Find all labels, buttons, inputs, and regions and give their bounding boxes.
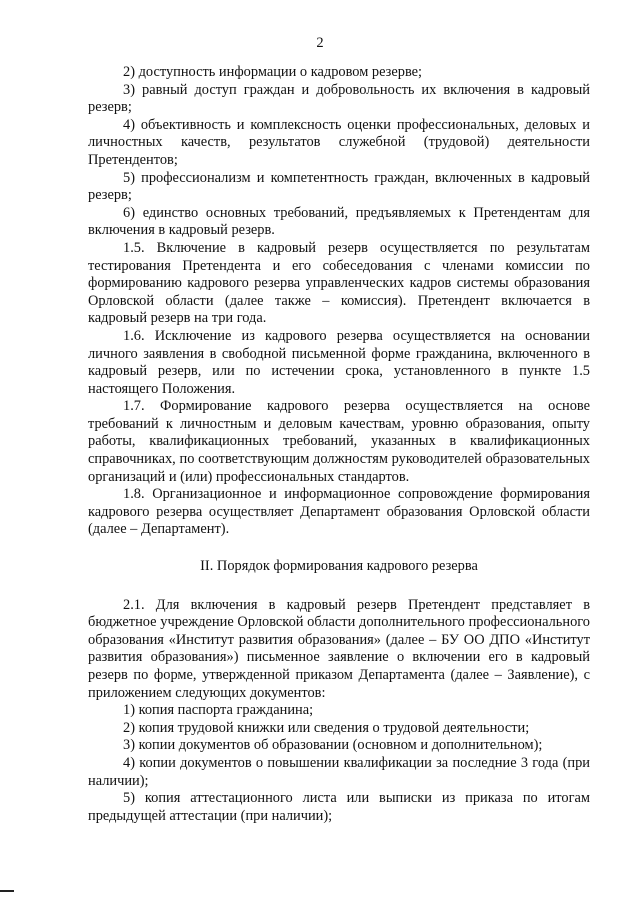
clause-1-8: 1.8. Организационное и информационное сопровождение формирования кадрового резерва осуществляет Департамент образования Орловской области (далее – Департамент). — [88, 486, 590, 538]
list-item-accessibility: 2) доступность информации о кадровом резерве; — [123, 64, 423, 80]
document-list-item-passport: 1) копия паспорта гражданина; — [123, 702, 314, 719]
document-list-item-employment-record: 2) копия трудовой книжки или сведения о трудовой деятельности; — [123, 719, 530, 736]
list-item-professionalism: 5) профессионализм и компетентность граждан, включенных в кадровый резерв; — [88, 169, 590, 204]
document-list-item-attestation: 5) копия аттестационного листа или выписки из приказа по итогам предыдущей аттестации (при наличии); — [88, 790, 590, 824]
scan-edge-mark — [0, 890, 14, 892]
clause-2-1: 2.1. Для включения в кадровый резерв Претендент представляет в бюджетное учреждение Орловской области дополнительного профессионального образования «Институт развития образования» (далее – БУ ОО ДПО «Институт развития образования») письменное заявление о включении его в кадровый резерв по форме, утвержденной приказом Департамента (далее – Заявление), с приложением следующих документов: — [88, 596, 590, 701]
clause-1-5: 1.5. Включение в кадровый резерв осуществляется по результатам тестирования Претендента и его собеседования с членами комиссии по формированию кадрового резерва управленческих кадров системы образования Орловской области (далее также – комиссия). Претендент включается в кадровый резерв на три года. — [88, 239, 590, 327]
list-item-equal-access: 3) равный доступ граждан и добровольность их включения в кадровый резерв; — [88, 81, 590, 116]
page-number: 2 — [316, 35, 324, 51]
section-heading: II. Порядок формирования кадрового резерва — [200, 558, 478, 575]
document-list-item-education: 3) копии документов об образовании (основном и дополнительном); — [123, 737, 543, 754]
document-list-item-qualification: 4) копии документов о повышении квалификации за последние 3 года (при наличии); — [88, 754, 590, 789]
document-body — [88, 64, 590, 825]
clause-1-6: 1.6. Исключение из кадрового резерва осуществляется на основании личного заявления в свободной письменной форме гражданина, включенного в кадровый резерв, или по истечении срока, установленного в пункте 1.5 настоящего Положения. — [88, 327, 590, 397]
clause-1-7: 1.7. Формирование кадрового резерва осуществляется на основе требований к личностным и деловым качествам, уровню образования, опыту работы, квалификационных требований, указанных в квалификационных справочниках, по соответствующим должностям руководителей образовательных организаций и (или) профессиональных стандартов. — [88, 398, 590, 485]
list-item-objectivity: 4) объективность и комплексность оценки профессиональных, деловых и личностных качеств, результатов служебной (трудовой) деятельности Претендентов; — [88, 116, 590, 168]
list-item-unity-of-requirements: 6) единство основных требований, предъявляемых к Претендентам для включения в кадровый резерв. — [88, 204, 590, 239]
